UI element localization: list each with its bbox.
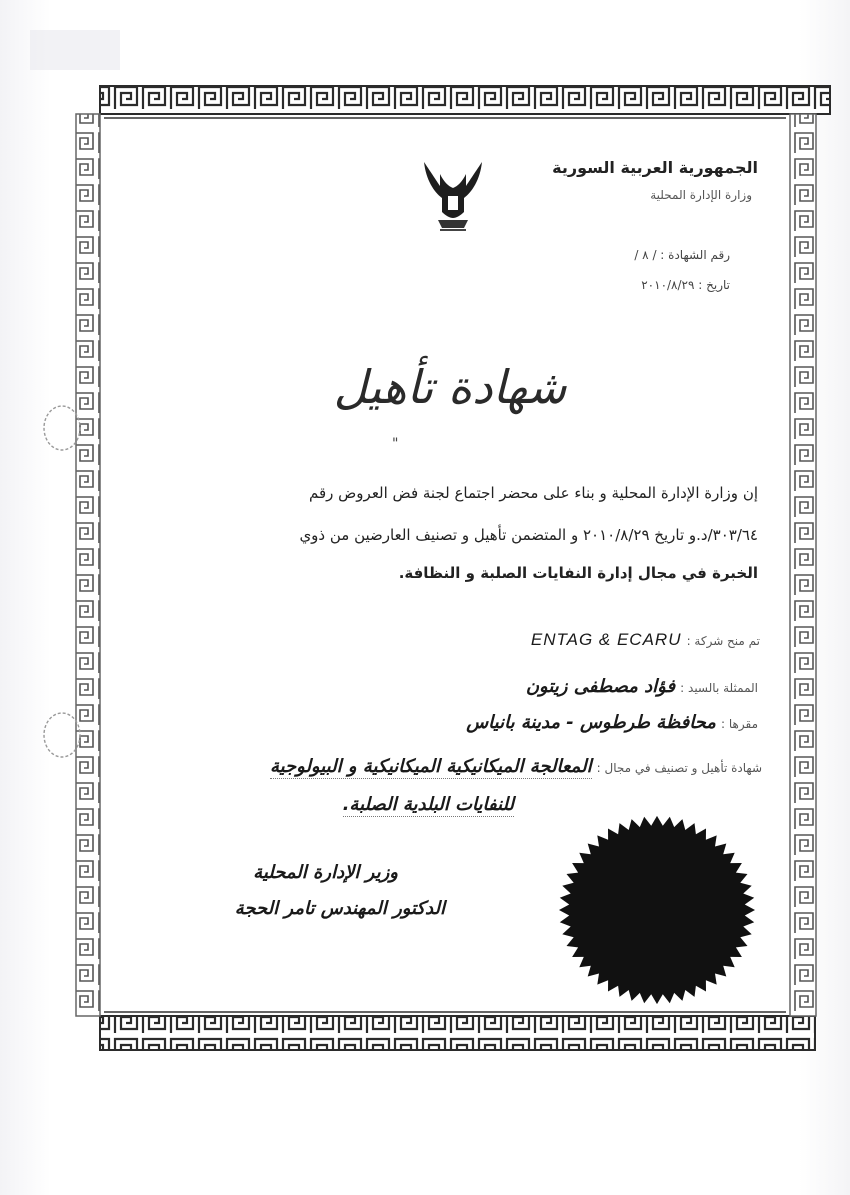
certificate-date: تاريخ : ٢٠١٠/٨/٢٩ (641, 278, 730, 292)
headquarters-value: محافظة طرطوس - مدينة بانياس (466, 712, 716, 733)
headquarters-field (466, 712, 758, 733)
certificate-title: شهادة تأهيل (333, 360, 567, 414)
body-line-2: ٣٠٣/٦٤/د.و تاريخ ٢٠١٠/٨/٢٩ و المتضمن تأهيل و تصنيف العارضين من ذوي (299, 526, 758, 544)
headquarters-label: مقرها : (721, 717, 758, 731)
certificate-number: رقم الشهادة : / ٨ / (634, 248, 730, 262)
representative-field (526, 676, 758, 697)
qualification-field (270, 756, 762, 777)
minister-title: وزير الإدارة المحلية (253, 862, 398, 883)
minister-name: الدكتور المهندس تامر الحجة (234, 898, 445, 919)
punch-hole-icon (40, 398, 84, 458)
company-value: ENTAG & ECARU (530, 630, 682, 649)
qualification-value-continued: للنفايات البلدية الصلبة. (342, 794, 514, 815)
qualification-field-continued (343, 794, 514, 815)
eagle-emblem-icon (418, 156, 488, 238)
ministry-name: وزارة الإدارة المحلية (650, 188, 752, 202)
official-seal-icon (552, 810, 762, 1010)
representative-value: فؤاد مصطفى زيتون (525, 676, 676, 697)
republic-name: الجمهورية العربية السورية (552, 158, 758, 177)
body-line-1: إن وزارة الإدارة المحلية و بناء على محضر اجتماع لجنة فض العروض رقم (309, 484, 758, 502)
title-mark: " (392, 436, 399, 452)
representative-label: الممثلة بالسيد : (680, 681, 758, 695)
body-line-3: الخبرة في مجال إدارة النفايات الصلبة و النظافة. (398, 564, 758, 582)
qualification-value: المعالجة الميكانيكية الميكانيكية و البيولوجية (269, 756, 592, 777)
punch-hole-icon (40, 705, 84, 765)
qualification-label: شهادة تأهيل و تصنيف في مجال : (596, 761, 762, 775)
company-field (531, 630, 760, 650)
company-label: تم منح شركة : (686, 634, 760, 648)
